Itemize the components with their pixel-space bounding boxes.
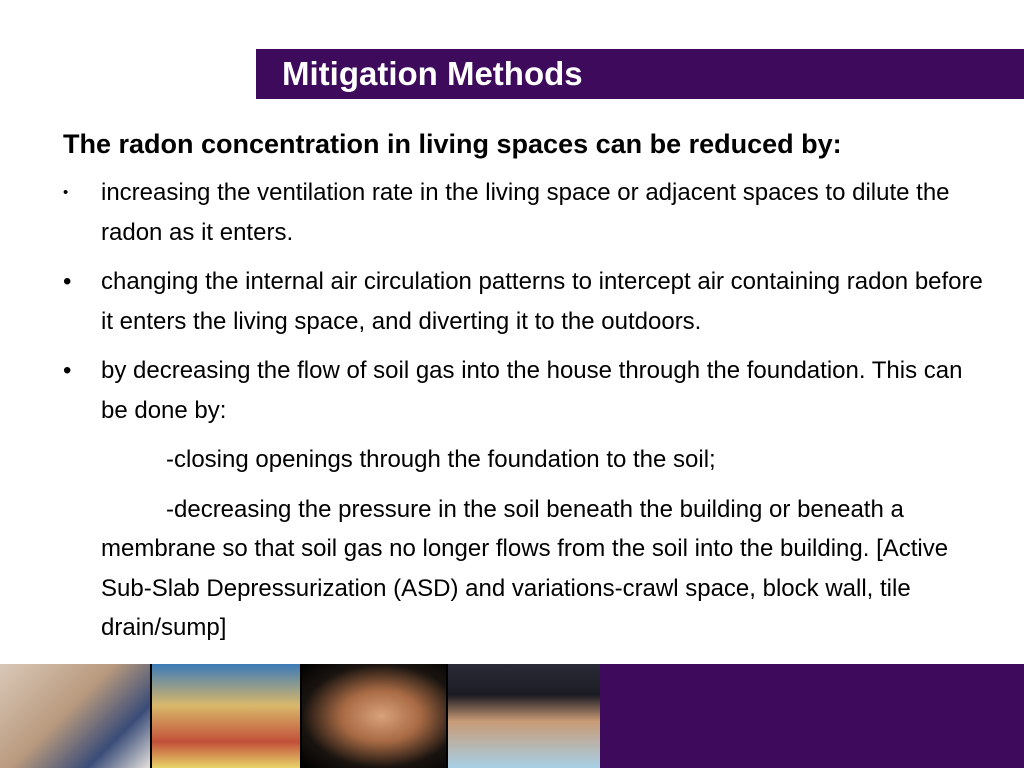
hands-photo	[302, 664, 448, 768]
slide-content	[63, 124, 993, 658]
bullet-marker: •	[63, 357, 72, 384]
slide-title: Mitigation Methods	[282, 55, 583, 92]
photo-strip	[0, 664, 600, 768]
family-reading-photo	[0, 664, 152, 768]
bullet-marker: •	[63, 184, 69, 201]
sub-item: -closing openings through the foundation to the soil;	[166, 446, 716, 473]
bullet-item	[63, 262, 993, 341]
child-playing-photo	[152, 664, 302, 768]
bullet-item	[63, 351, 993, 430]
bullet-text: increasing the ventilation rate in the living space or adjacent spaces to dilute the radon as it enters.	[101, 179, 950, 246]
sub-item: -decreasing the pressure in the soil beneath the building or beneath a membrane so that soil gas no longer flows from the soil into the building. [Active Sub-Slab Depressurization (ASD) and variations-crawl space, block wall, tile drain/sump]	[101, 495, 949, 641]
bullet-item	[63, 173, 993, 252]
bullet-text: by decreasing the flow of soil gas into the house through the foundation. This can be done by:	[101, 357, 963, 424]
bullet-marker: •	[63, 268, 72, 295]
footer-bar	[600, 664, 1024, 768]
bullet-text: changing the internal air circulation patterns to intercept air containing radon before it enters the living space, and diverting it to the outdoors.	[101, 268, 983, 335]
content-heading: The radon concentration in living spaces can be reduced by:	[63, 129, 842, 159]
smiling-child-photo	[448, 664, 600, 768]
title-bar	[256, 49, 1024, 99]
